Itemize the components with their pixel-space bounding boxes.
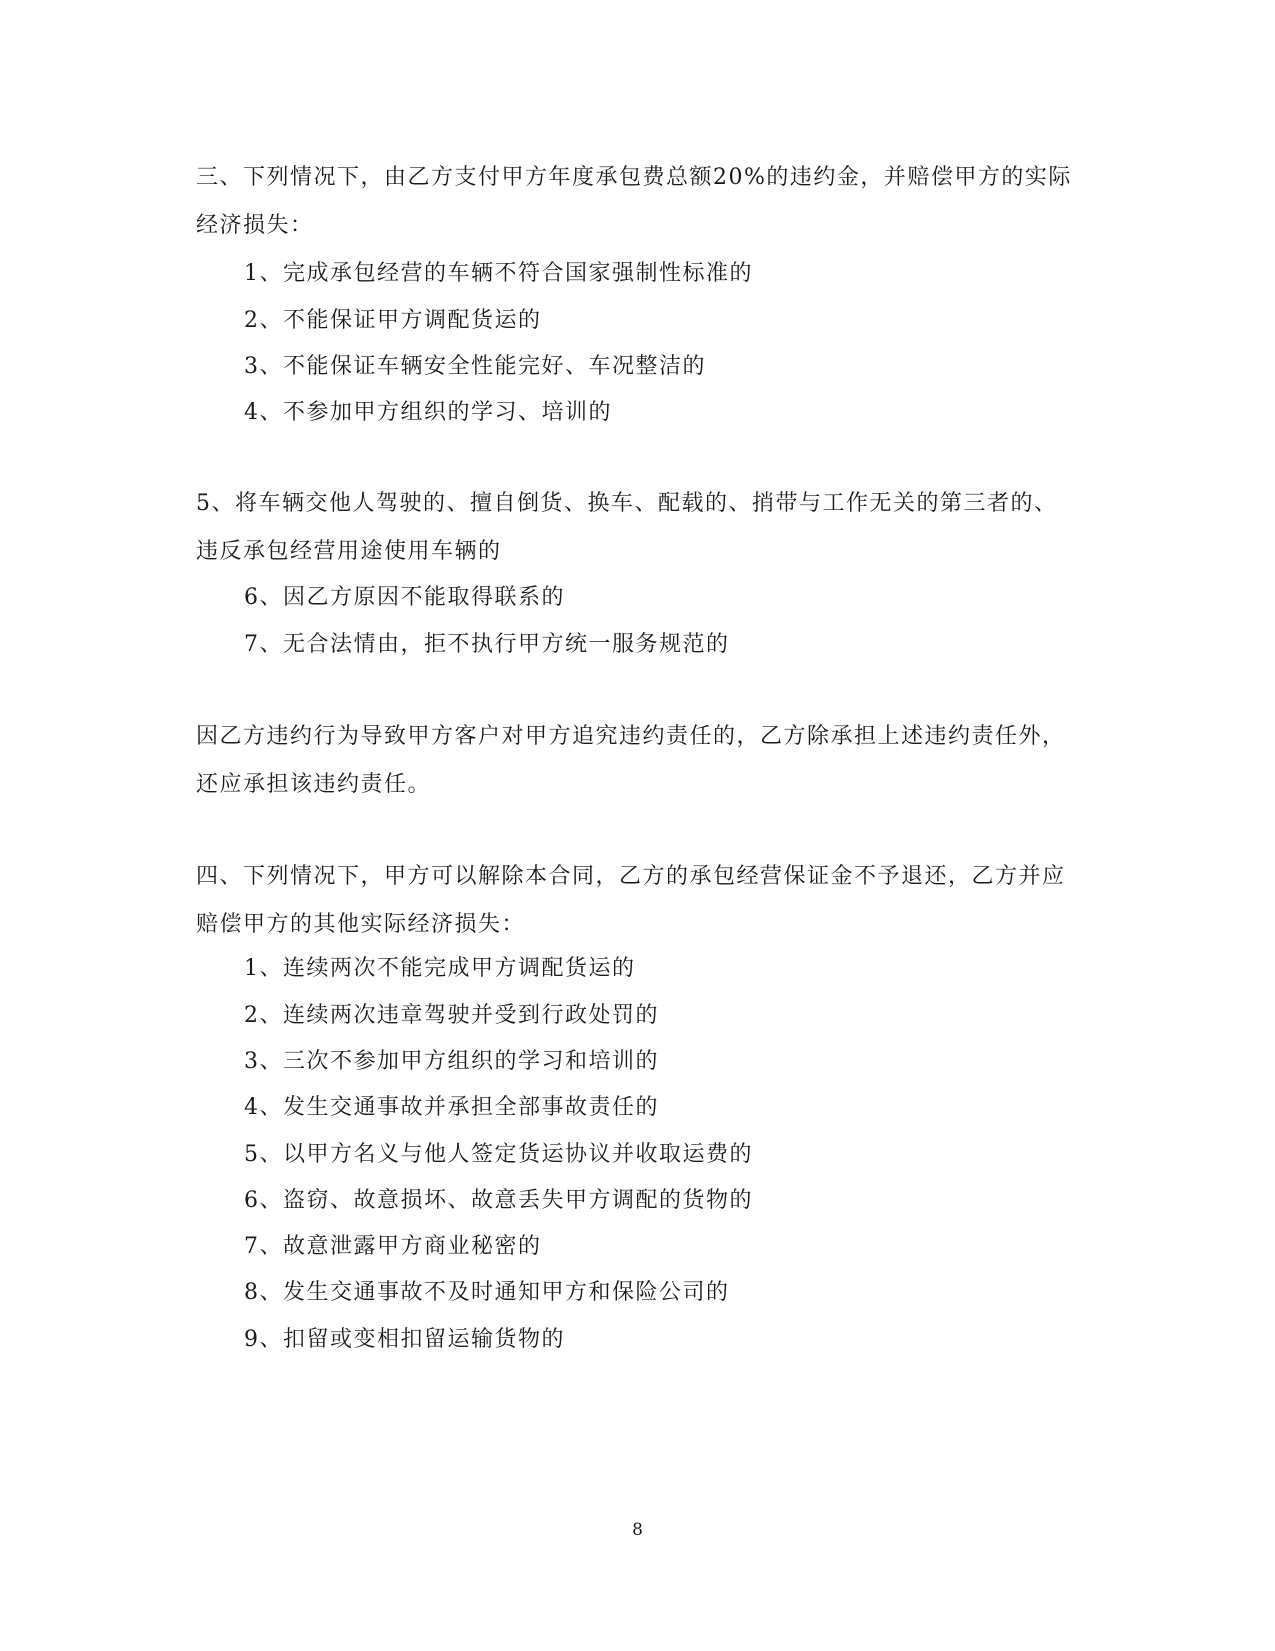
section-3-item-7: 7、无合法情由，拒不执行甲方统一服务规范的 [244, 632, 730, 657]
section-4-item-9: 9、扣留或变相扣留运输货物的 [244, 1327, 565, 1352]
section-4-item-2: 2、连续两次违章驾驶并受到行政处罚的 [244, 1003, 659, 1028]
section-4-item-8: 8、发生交通事故不及时通知甲方和保险公司的 [244, 1280, 730, 1305]
section-3-heading: 三、下列情况下，由乙方支付甲方年度承包费总额20%的违约金，并赔偿甲方的实际经济损失： [196, 165, 1072, 238]
section-4-item-7: 7、故意泄露甲方商业秘密的 [244, 1234, 542, 1259]
section-4-item-4: 4、发生交通事故并承担全部事故责任的 [244, 1095, 659, 1120]
section-3-note: 因乙方违约行为导致甲方客户对甲方追究违约责任的，乙方除承担上述违约责任外，还应承担该违约责任。 [196, 724, 1066, 797]
section-3-item-2: 2、不能保证甲方调配货运的 [244, 308, 542, 333]
page-number: 8 [632, 1520, 643, 1540]
section-3-item-6: 6、因乙方原因不能取得联系的 [244, 585, 565, 610]
section-4-item-5: 5、以甲方名义与他人签定货运协议并收取运费的 [244, 1142, 753, 1167]
section-3-item-3: 3、不能保证车辆安全性能完好、车况整洁的 [244, 354, 706, 379]
section-4-heading: 四、下列情况下，甲方可以解除本合同，乙方的承包经营保证金不予退还，乙方并应赔偿甲方的其他实际经济损失： [196, 864, 1066, 937]
section-3-item-1: 1、完成承包经营的车辆不符合国家强制性标准的 [244, 261, 753, 286]
section-3-item-4: 4、不参加甲方组织的学习、培训的 [244, 400, 612, 425]
section-4-item-1: 1、连续两次不能完成甲方调配货运的 [244, 956, 636, 981]
section-4-item-3: 3、三次不参加甲方组织的学习和培训的 [244, 1049, 659, 1074]
section-4-item-6: 6、盗窃、故意损坏、故意丢失甲方调配的货物的 [244, 1188, 753, 1213]
section-3-item-5: 5、将车辆交他人驾驶的、擅自倒货、换车、配载的、捎带与工作无关的第三者的、违反承包经营用途使用车辆的 [196, 491, 1058, 564]
